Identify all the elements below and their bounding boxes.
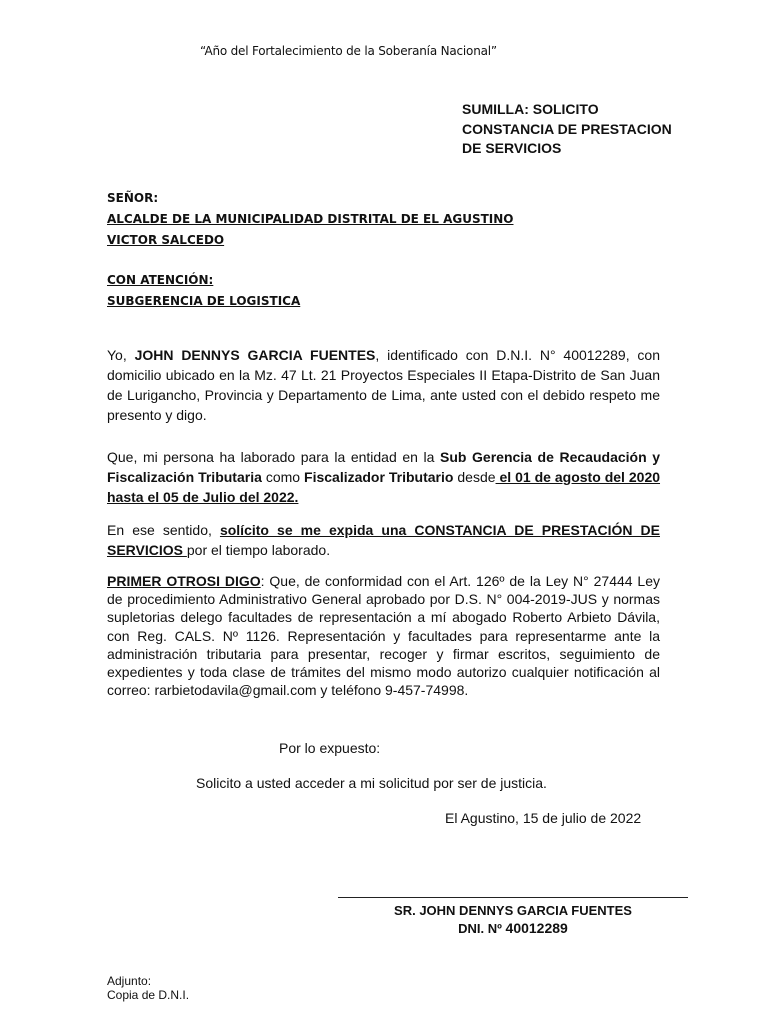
otrosi-label: PRIMER OTROSI DIGO <box>107 573 261 589</box>
request-end: por el tiempo laborado. <box>186 542 331 558</box>
dni-label: DNI. Nº <box>458 921 506 936</box>
employment-entity: Sub Gerencia de Recaudación y Fiscalización Tributaria <box>107 449 661 485</box>
employment-como: como <box>261 469 305 485</box>
employment-dates: el 01 de agosto del 2020 hasta el 05 de Julio del 2022. <box>107 469 661 505</box>
annex-item: Copia de D.N.I. <box>107 988 190 1002</box>
place-date: El Agustino, 15 de julio de 2022 <box>445 810 642 826</box>
addressee-line-2: VICTOR SALCEDO <box>107 233 225 247</box>
addressee-block <box>107 188 514 251</box>
employment-role: Fiscalizador Tributario <box>304 469 454 485</box>
paragraph-employment <box>107 447 660 507</box>
paragraph-request <box>107 520 660 560</box>
salutation: SEÑOR: <box>107 191 159 205</box>
employment-intro: Que, mi persona ha laborado para la entidad en la <box>107 449 441 465</box>
signature-dni <box>338 920 688 936</box>
signature-line <box>338 897 688 898</box>
signature-name: SR. JOHN DENNYS GARCIA FUENTES <box>394 903 632 918</box>
por-lo-expuesto: Por lo expuesto: <box>279 740 381 756</box>
annex-label: Adjunto: <box>107 974 152 988</box>
intro-yo: Yo, <box>107 347 135 363</box>
attention-block <box>107 270 300 312</box>
applicant-name: JOHN DENNYS GARCIA FUENTES <box>134 347 376 363</box>
request-intro: En ese sentido, <box>107 522 220 538</box>
intro-rest: , identificado con D.N.I. N° 40012289, con domicilio ubicado en la Mz. 47 Lt. 21 Proyectos Especiales II Etapa-Distrito de San Juan de Lurigancho, Provincia y Departamento de Lima, ante usted con el debido respeto me presento y digo. <box>107 347 661 423</box>
addressee-line-1: ALCALDE DE LA MUNICIPALIDAD DISTRITAL DE EL AGUSTINO <box>107 212 514 226</box>
closing-request: Solicito a usted acceder a mi solicitud por ser de justicia. <box>196 775 547 791</box>
otrosi-text: : Que, de conformidad con el Art. 126º de la Ley N° 27444 Ley de procedimiento Administrativo General aprobado por D.S. N° 004-2019-JUS y normas supletorias delego facultades de representación a mí abogado Roberto Arbieto Dávila, con Reg. CALS. Nº 1126. Representación y facultades para representarme ante la administración tributaria para presentar, recoger y firmar escritos, seguimiento de expedientes y toda clase de trámites del mismo modo autorizo cualquier notificación al correo: rarbietodavila@gmail.com y teléfono 9-457-74998. <box>107 573 660 699</box>
paragraph-otrosi <box>107 572 660 699</box>
year-motto: “Año del Fortalecimiento de la Soberanía Nacional” <box>200 44 497 58</box>
sumilla: SUMILLA: SOLICITO CONSTANCIA DE PRESTACION DE SERVICIOS <box>462 101 672 156</box>
annex-block <box>107 974 189 1002</box>
employment-desde: desde <box>453 469 496 485</box>
attention-to: SUBGERENCIA DE LOGISTICA <box>107 294 301 308</box>
dni-number: 40012289 <box>505 920 568 936</box>
request-text: solícito se me expida una CONSTANCIA DE PRESTACIÓN DE SERVICIOS <box>107 522 660 558</box>
paragraph-introduction <box>107 345 660 425</box>
attention-label: CON ATENCIÓN: <box>107 273 214 287</box>
